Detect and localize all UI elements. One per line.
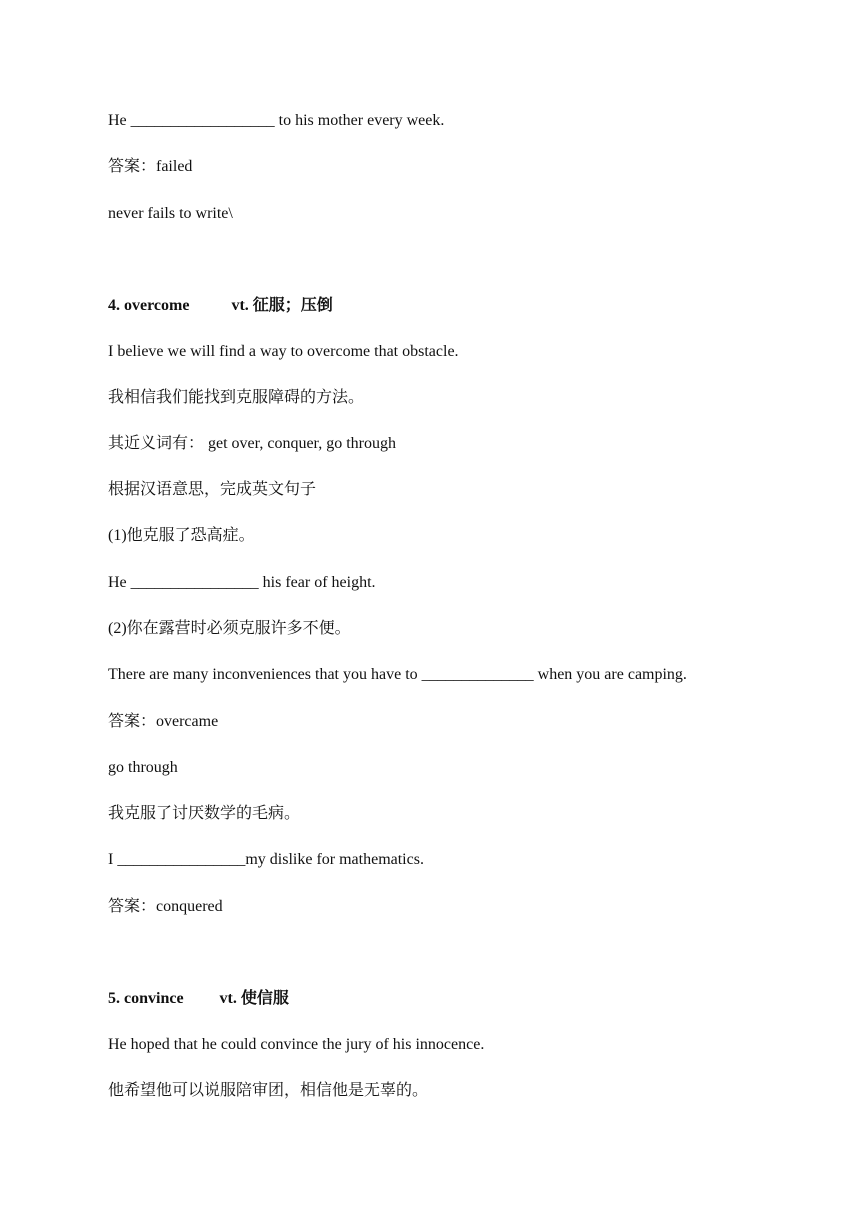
heading-word: 4. overcome bbox=[108, 297, 190, 314]
exercise-prompt: (1)他克服了恐高症。 bbox=[108, 527, 255, 544]
word-heading-convince bbox=[108, 988, 289, 1010]
example-sentence: He hoped that he could convince the jury of his innocence. bbox=[108, 1036, 485, 1053]
instruction-line: 根据汉语意思，完成英文句子 bbox=[108, 481, 317, 498]
exercise-sentence: There are many inconveniences that you have to ______________ when you are camping. bbox=[108, 666, 687, 683]
answer-line: 答案：overcame bbox=[108, 713, 219, 730]
answer-line: never fails to write\ bbox=[108, 205, 233, 222]
exercise-sentence: He __________________ to his mother every week. bbox=[108, 112, 445, 129]
exercise-sentence: I ________________my dislike for mathematics. bbox=[108, 851, 424, 868]
heading-word: 5. convince bbox=[108, 990, 184, 1007]
exercise-sentence: He ________________ his fear of height. bbox=[108, 574, 376, 591]
exercise-prompt: 我克服了讨厌数学的毛病。 bbox=[108, 805, 301, 822]
word-heading-overcome bbox=[108, 295, 333, 317]
translation-line: 我相信我们能找到克服障碍的方法。 bbox=[108, 389, 365, 406]
exercise-prompt: (2)你在露营时必须克服许多不便。 bbox=[108, 620, 351, 637]
answer-line: 答案：conquered bbox=[108, 898, 223, 915]
translation-line: 他希望他可以说服陪审团，相信他是无辜的。 bbox=[108, 1082, 429, 1099]
example-sentence: I believe we will find a way to overcome that obstacle. bbox=[108, 343, 459, 360]
answer-line: 答案：failed bbox=[108, 158, 193, 175]
heading-meaning: vt. 使信服 bbox=[219, 990, 289, 1007]
synonym-line: 其近义词有： get over, conquer, go through bbox=[108, 435, 397, 452]
heading-meaning: vt. 征服；压倒 bbox=[231, 297, 333, 314]
answer-line: go through bbox=[108, 759, 178, 776]
